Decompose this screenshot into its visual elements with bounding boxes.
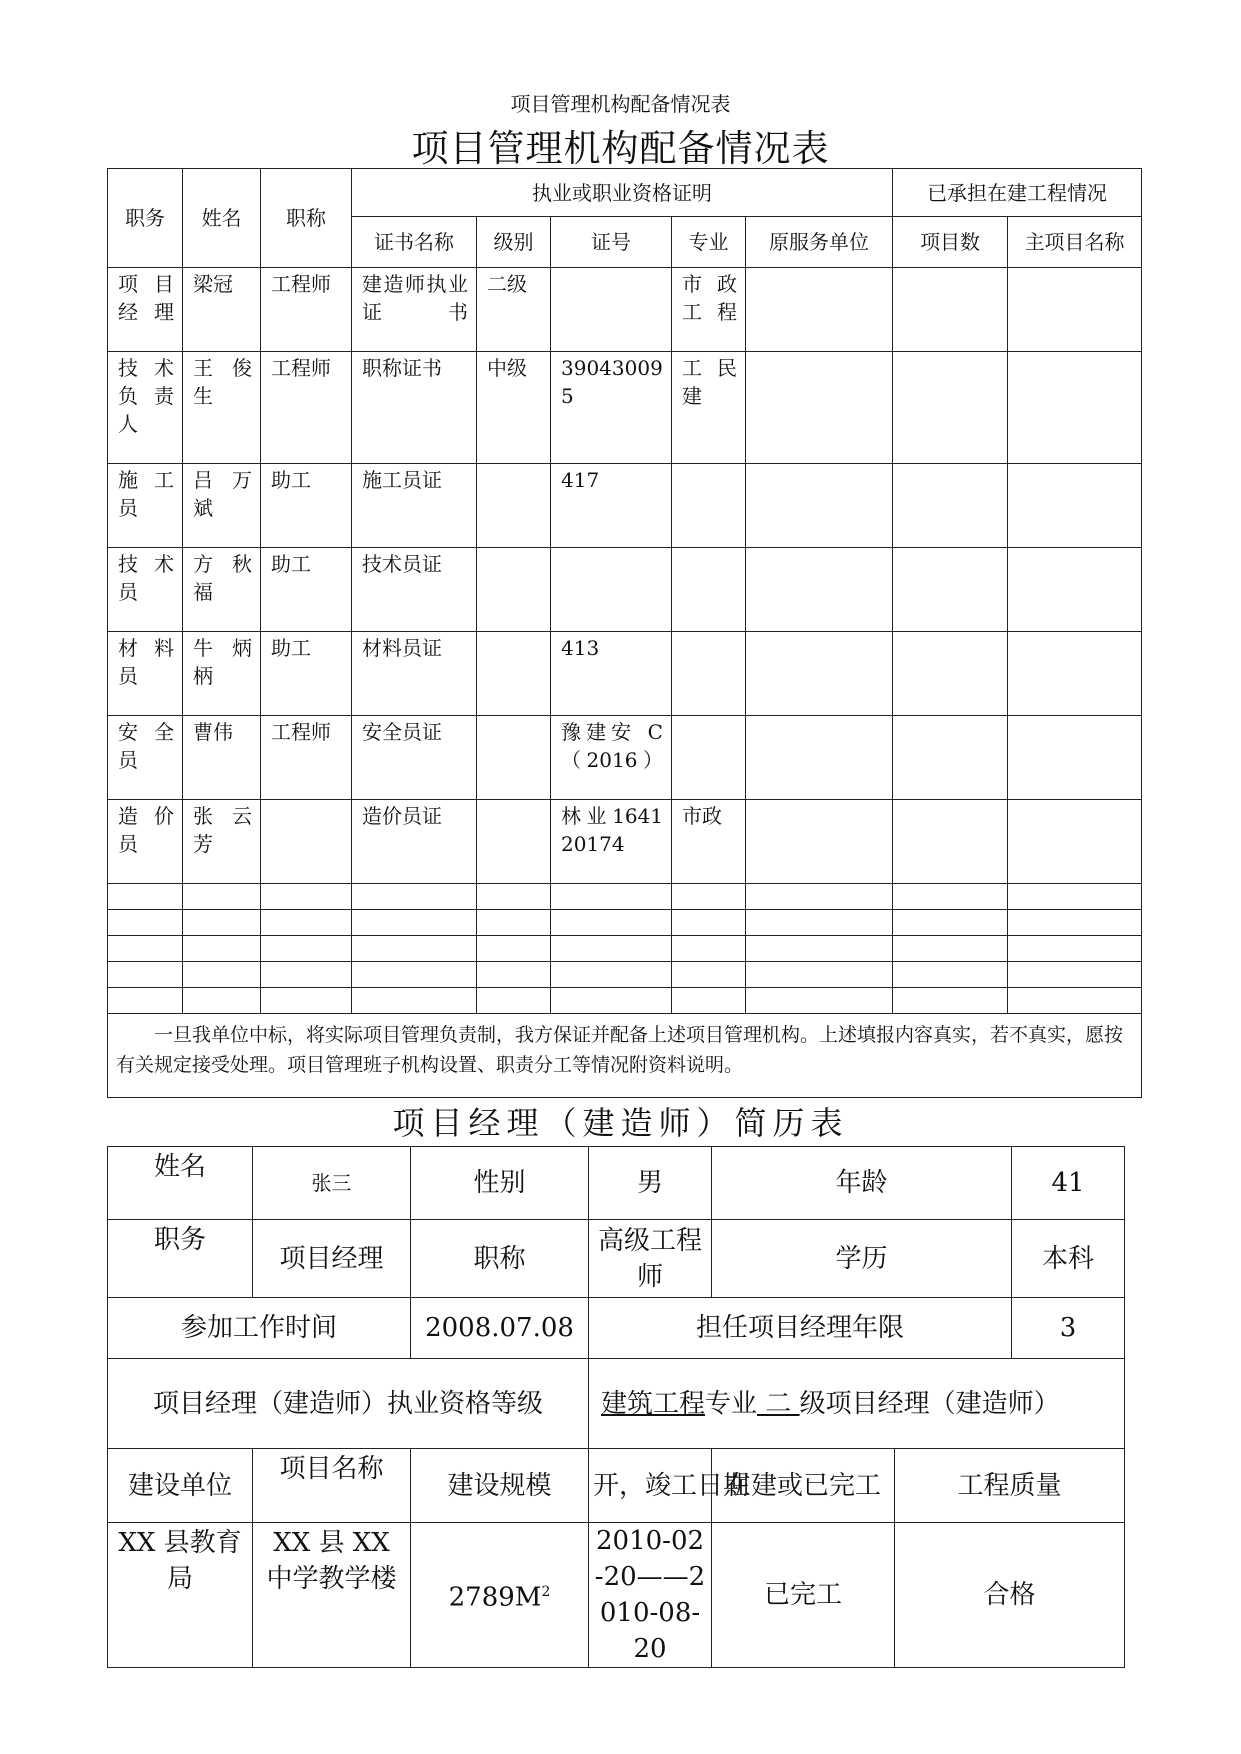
cell-project-count — [893, 352, 1008, 464]
col-project: 项目名称 — [253, 1449, 411, 1523]
header-title: 职称 — [261, 169, 352, 268]
gender-label: 性别 — [411, 1147, 589, 1220]
project-name: XX 县 XX 中学教学楼 — [253, 1523, 411, 1668]
project-quality: 合格 — [895, 1523, 1125, 1668]
cell-level: 二级 — [477, 268, 551, 352]
cell-cert-name: 材料员证 — [352, 632, 477, 716]
cell-cert-name: 技术员证 — [352, 548, 477, 632]
cell-level — [477, 716, 551, 800]
cell-level — [477, 548, 551, 632]
cell-project-count — [893, 716, 1008, 800]
empty-row — [108, 962, 1142, 988]
qualification-value — [589, 1359, 1125, 1449]
header-cert-group: 执业或职业资格证明 — [352, 169, 893, 217]
cell-orig-unit — [746, 632, 893, 716]
table-row — [108, 268, 1142, 352]
work-start-label: 参加工作时间 — [108, 1298, 411, 1359]
edu-value: 本科 — [1012, 1220, 1125, 1298]
cell-duty: 技术负责人 — [108, 352, 183, 464]
project-status: 已完工 — [712, 1523, 895, 1668]
cell-cert-no: 390430095 — [551, 352, 672, 464]
cell-title: 助工 — [261, 464, 352, 548]
pm-years-value: 3 — [1012, 1298, 1125, 1359]
table-row — [108, 716, 1142, 800]
cell-duty: 材料员 — [108, 632, 183, 716]
cell-cert-name: 职称证书 — [352, 352, 477, 464]
staffing-table — [107, 168, 1142, 1098]
cell-cert-no — [551, 548, 672, 632]
project-scale — [411, 1523, 589, 1668]
cell-project-count — [893, 632, 1008, 716]
col-quality: 工程质量 — [895, 1449, 1125, 1523]
cell-cert-name: 施工员证 — [352, 464, 477, 548]
cell-cert-no: 豫建安 C（2016） — [551, 716, 672, 800]
cell-cert-no: 林业164120174 — [551, 800, 672, 884]
name-label: 姓名 — [108, 1147, 253, 1220]
empty-row — [108, 988, 1142, 1014]
cell-main-project — [1008, 352, 1142, 464]
age-value: 41 — [1012, 1147, 1125, 1220]
table-row — [108, 548, 1142, 632]
cell-main-project — [1008, 548, 1142, 632]
col-dates: 开，竣工日期 — [589, 1449, 712, 1523]
cell-level — [477, 632, 551, 716]
scale-value: 2789M — [448, 1582, 542, 1613]
cell-project-count — [893, 268, 1008, 352]
header-project-group: 已承担在建工程情况 — [893, 169, 1142, 217]
declaration-note: 一旦我单位中标，将实际项目管理负责制，我方保证并配备上述项目管理机构。上述填报内容真实，若不真实，愿按有关规定接受处理。项目管理班子机构设置、职责分工等情况附资料说明。 — [108, 1014, 1142, 1098]
cell-main-project — [1008, 716, 1142, 800]
cell-title: 工程师 — [261, 268, 352, 352]
qual-major: 建筑工程 — [601, 1388, 706, 1419]
project-dates: 2010-02-20——2010-08-20 — [589, 1523, 712, 1668]
cell-major — [672, 632, 746, 716]
cell-main-project — [1008, 464, 1142, 548]
duty-value: 项目经理 — [253, 1220, 411, 1298]
cell-title: 助工 — [261, 548, 352, 632]
cell-cert-no — [551, 268, 672, 352]
cell-major — [672, 716, 746, 800]
qualification-label: 项目经理（建造师）执业资格等级 — [108, 1359, 589, 1449]
title-value: 高级工程师 — [589, 1220, 712, 1298]
resume-table — [107, 1146, 1125, 1668]
title-label: 职称 — [411, 1220, 589, 1298]
header-duty: 职务 — [108, 169, 183, 268]
resume-title: 项目经理（建造师）简历表 — [392, 1104, 849, 1142]
cell-duty: 项目经理 — [108, 268, 183, 352]
cell-name: 曹伟 — [183, 716, 261, 800]
cell-title: 工程师 — [261, 716, 352, 800]
work-start-value: 2008.07.08 — [411, 1298, 589, 1359]
cell-project-count — [893, 800, 1008, 884]
cell-duty: 安全员 — [108, 716, 183, 800]
cell-cert-name: 造价员证 — [352, 800, 477, 884]
name-value: 张三 — [253, 1147, 411, 1220]
cell-major — [672, 548, 746, 632]
pm-years-label: 担任项目经理年限 — [589, 1298, 1012, 1359]
cell-name: 王俊生 — [183, 352, 261, 464]
cell-title: 助工 — [261, 632, 352, 716]
cell-orig-unit — [746, 800, 893, 884]
table-row — [108, 352, 1142, 464]
cell-project-count — [893, 548, 1008, 632]
header-project-count: 项目数 — [893, 217, 1008, 268]
cell-title: 工程师 — [261, 352, 352, 464]
cell-cert-name: 建造师执业证书 — [352, 268, 477, 352]
page-header: 项目管理机构配备情况表 — [510, 92, 731, 116]
qual-suffix: 级项目经理（建造师） — [799, 1388, 1060, 1419]
cell-cert-no: 413 — [551, 632, 672, 716]
cell-orig-unit — [746, 352, 893, 464]
qual-mid: 专业 — [705, 1388, 758, 1419]
col-status: 在建或已完工 — [712, 1449, 895, 1523]
table-row — [108, 464, 1142, 548]
cell-orig-unit — [746, 548, 893, 632]
cell-main-project — [1008, 800, 1142, 884]
cell-cert-name: 安全员证 — [352, 716, 477, 800]
cell-name: 吕万斌 — [183, 464, 261, 548]
cell-major: 工民建 — [672, 352, 746, 464]
cell-duty: 技术员 — [108, 548, 183, 632]
cell-main-project — [1008, 268, 1142, 352]
table-row — [108, 632, 1142, 716]
header-orig-unit: 原服务单位 — [746, 217, 893, 268]
age-label: 年龄 — [712, 1147, 1012, 1220]
cell-name: 张云芳 — [183, 800, 261, 884]
cell-duty: 施工员 — [108, 464, 183, 548]
header-name: 姓名 — [183, 169, 261, 268]
cell-major: 市政 — [672, 800, 746, 884]
cell-name: 梁冠 — [183, 268, 261, 352]
cell-orig-unit — [746, 268, 893, 352]
header-level: 级别 — [477, 217, 551, 268]
cell-title — [261, 800, 352, 884]
header-major: 专业 — [672, 217, 746, 268]
duty-label: 职务 — [108, 1220, 253, 1298]
cell-major: 市政工程 — [672, 268, 746, 352]
scale-unit-sup: 2 — [541, 1584, 551, 1601]
cell-name: 方秋福 — [183, 548, 261, 632]
cell-level — [477, 800, 551, 884]
table-row — [108, 1523, 1125, 1668]
cell-duty: 造价员 — [108, 800, 183, 884]
gender-value: 男 — [589, 1147, 712, 1220]
cell-cert-no: 417 — [551, 464, 672, 548]
edu-label: 学历 — [712, 1220, 1012, 1298]
page-title: 项目管理机构配备情况表 — [411, 127, 830, 170]
cell-name: 牛炳柄 — [183, 632, 261, 716]
empty-row — [108, 884, 1142, 910]
col-scale: 建设规模 — [411, 1449, 589, 1523]
cell-orig-unit — [746, 464, 893, 548]
cell-main-project — [1008, 632, 1142, 716]
cell-orig-unit — [746, 716, 893, 800]
header-main-project: 主项目名称 — [1008, 217, 1142, 268]
col-unit: 建设单位 — [108, 1449, 253, 1523]
header-cert-name: 证书名称 — [352, 217, 477, 268]
empty-row — [108, 910, 1142, 936]
header-cert-no: 证号 — [551, 217, 672, 268]
cell-major — [672, 464, 746, 548]
qual-level: 二 — [757, 1388, 800, 1419]
table-row — [108, 800, 1142, 884]
project-unit: XX 县教育局 — [108, 1523, 253, 1668]
empty-row — [108, 936, 1142, 962]
cell-level — [477, 464, 551, 548]
cell-project-count — [893, 464, 1008, 548]
cell-level: 中级 — [477, 352, 551, 464]
